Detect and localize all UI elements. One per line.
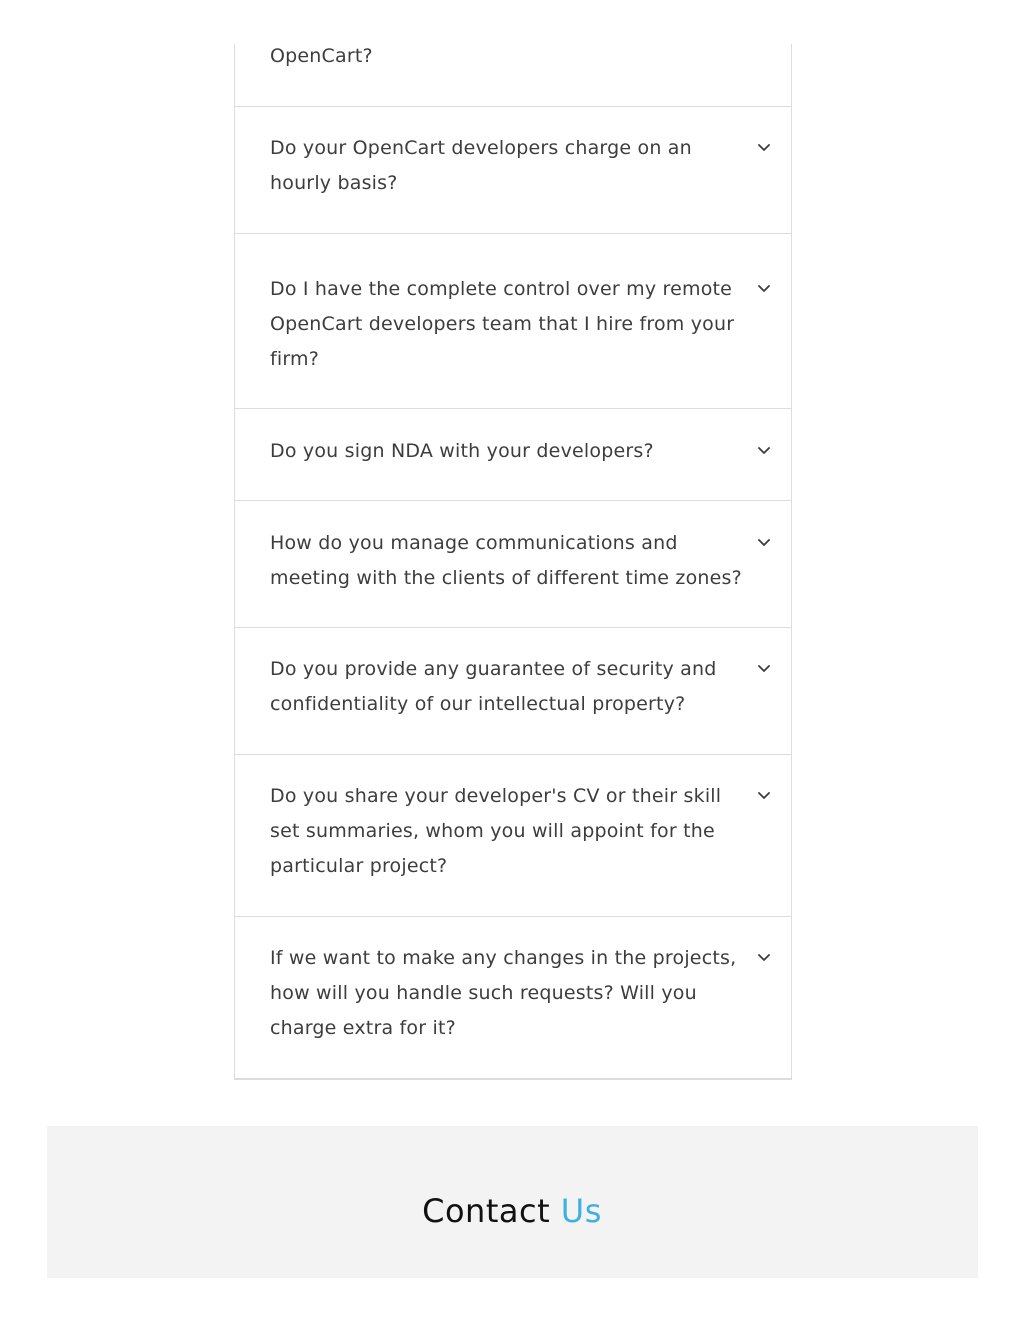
faq-question: If we want to make any changes in the projects, how will you handle such requests? Will you charge extra for it? xyxy=(270,947,737,1039)
contact-title xyxy=(0,1190,1024,1232)
faq-question: Do you sign NDA with your developers? xyxy=(270,440,654,462)
faq-item[interactable] xyxy=(235,627,791,754)
faq-question: How do you manage communications and meeting with the clients of different time zones? xyxy=(270,532,742,589)
faq-item[interactable] xyxy=(235,754,791,916)
faq-item[interactable] xyxy=(235,44,791,106)
contact-title-main: Contact xyxy=(422,1192,551,1230)
chevron-down-icon[interactable] xyxy=(756,537,772,549)
chevron-down-icon[interactable] xyxy=(756,663,772,675)
chevron-down-icon[interactable] xyxy=(756,142,772,154)
faq-item[interactable] xyxy=(235,916,791,1078)
chevron-down-icon[interactable] xyxy=(756,283,772,295)
faq-question: OpenCart? xyxy=(270,45,373,67)
faq-question: Do your OpenCart developers charge on an hourly basis? xyxy=(270,137,692,194)
chevron-down-icon[interactable] xyxy=(756,445,772,457)
contact-title-accent: Us xyxy=(560,1192,602,1230)
faq-question: Do I have the complete control over my remote OpenCart developers team that I hire from your firm? xyxy=(270,278,735,370)
faq-question: Do you share your developer's CV or their skill set summaries, whom you will appoint for the particular project? xyxy=(270,785,722,877)
faq-accordion xyxy=(234,44,792,1080)
faq-item[interactable] xyxy=(235,408,791,500)
faq-item[interactable] xyxy=(235,500,791,627)
faq-item[interactable] xyxy=(235,106,791,233)
faq-item[interactable] xyxy=(235,233,791,408)
chevron-down-icon[interactable] xyxy=(756,790,772,802)
chevron-down-icon[interactable] xyxy=(756,952,772,964)
faq-question: Do you provide any guarantee of security and confidentiality of our intellectual property? xyxy=(270,658,717,715)
